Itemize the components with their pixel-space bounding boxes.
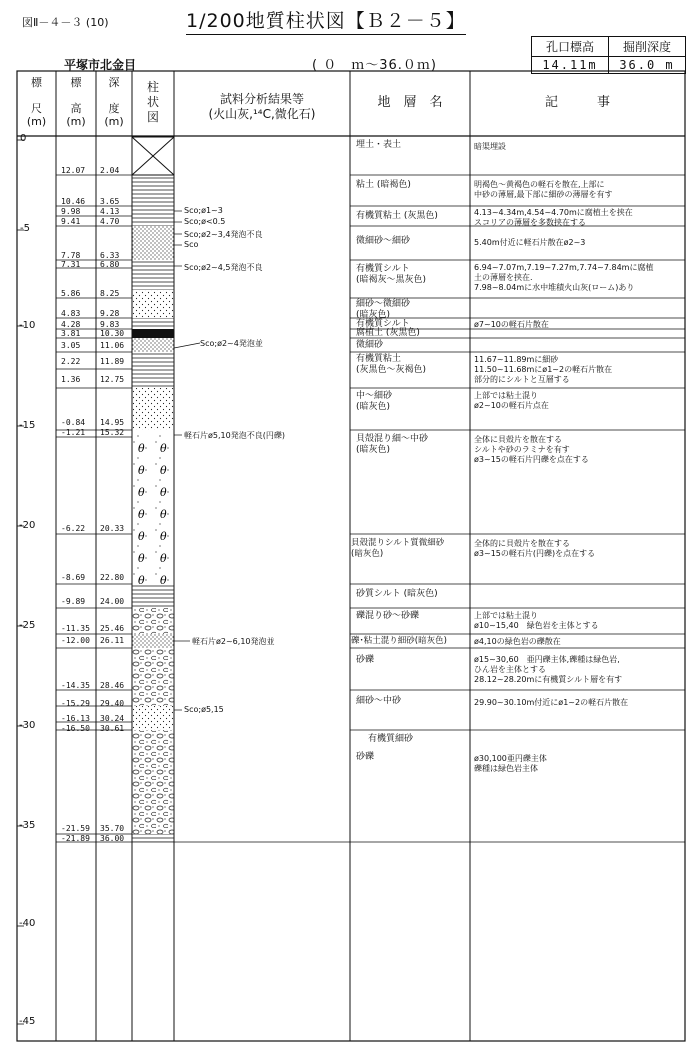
scale-mark: -20 xyxy=(19,520,36,531)
location-label: 平塚市北金目 xyxy=(64,58,137,72)
boundary-elev: 12.07 xyxy=(61,166,86,175)
boundary-depth: 6.80 xyxy=(100,260,120,269)
boundary-depth: 8.25 xyxy=(100,289,120,298)
boundary-depth: 22.80 xyxy=(100,573,125,582)
boundary-elev: 3.81 xyxy=(61,329,81,338)
remark-text: 暗渠埋設 xyxy=(474,142,506,151)
boundary-elev: 7.78 xyxy=(61,251,81,260)
boundary-elev: -21.59 xyxy=(61,824,90,833)
remark-text: 全体的に貝殻片を散在する ø3~15の軽石片(円礫)を点在する xyxy=(474,539,596,558)
borehole-info-box xyxy=(531,36,686,74)
stratum-name: 有機質シルト xyxy=(356,319,410,329)
analysis-note: 軽石片ø2~6,10発泡並 xyxy=(192,637,275,646)
stratum-name: 有機質粘土 (灰黒色～灰褐色) xyxy=(356,354,427,375)
boundary-depth: 2.04 xyxy=(100,166,120,175)
boundary-elev: -0.84 xyxy=(61,418,86,427)
boundary-elev: -15.29 xyxy=(61,699,90,708)
boundary-depth: 6.33 xyxy=(100,251,120,260)
scale-mark: -10 xyxy=(19,320,36,331)
boundary-depth: 15.32 xyxy=(100,428,125,437)
page-title: 1/200地質柱状図【Ｂ２－５】 xyxy=(186,6,466,35)
boundary-elev: 1.36 xyxy=(61,375,81,384)
stratum-name: 中～細砂 (暗灰色) xyxy=(356,391,393,412)
boundary-depth: 25.46 xyxy=(100,624,125,633)
stratum-name: 微細砂 xyxy=(356,340,384,350)
boundary-elev: 4.83 xyxy=(61,309,81,318)
col-scale: 標 尺 (m) xyxy=(26,76,47,128)
remark-text: ø30,100亜円礫主体 礫種は緑色岩主体 xyxy=(474,754,547,773)
boundary-elev: 9.98 xyxy=(61,207,81,216)
stratum-name: 砂礫 xyxy=(356,655,375,665)
boundary-depth: 11.89 xyxy=(100,357,125,366)
scale-mark: -25 xyxy=(19,620,36,631)
remark-text: 上部では粘土混り ø10~15,40 緑色岩を主体とする xyxy=(474,611,599,630)
boundary-depth: 12.75 xyxy=(100,375,125,384)
boundary-elev: -12.00 xyxy=(61,636,90,645)
boundary-depth: 11.06 xyxy=(100,341,125,350)
boundary-elev: 9.41 xyxy=(61,217,81,226)
boundary-depth: 10.30 xyxy=(100,329,125,338)
boundary-depth: 9.28 xyxy=(100,309,120,318)
analysis-note: Sco;ø<0.5 xyxy=(184,217,226,226)
scale-mark: -30 xyxy=(19,720,36,731)
boundary-depth: 30.61 xyxy=(100,724,125,733)
scale-mark: -5 xyxy=(20,223,30,234)
boundary-depth: 36.00 xyxy=(100,834,125,843)
remark-text: 上部では粘土混り ø2~10の軽石片点在 xyxy=(474,391,549,410)
col-depth: 深 度 (m) xyxy=(104,76,124,128)
remark-text: 4.13~4.34m,4.54~4.70mに腐植土を挟在 スコリアの薄層を多数挟在する xyxy=(474,208,633,227)
depth-range: ( ０ ｍ～36.０ｍ) xyxy=(312,58,437,73)
stratum-name: 貝殻混りシルト質微細砂 (暗灰色) xyxy=(351,538,445,559)
elev-label: 孔口標高 xyxy=(532,37,609,57)
remark-text: 明褐色～黄褐色の軽石を散在,上部に 中砂の薄層,最下部に細砂の薄層を有す xyxy=(474,180,613,199)
stratum-name: 礫混り砂～砂礫 xyxy=(356,611,420,621)
boundary-elev: -1.21 xyxy=(61,428,86,437)
boundary-depth: 4.70 xyxy=(100,217,120,226)
stratum-name: 有機質細砂 xyxy=(368,734,414,744)
analysis-note: Sco xyxy=(184,240,199,249)
analysis-note: Sco;ø2~3,4発泡不良 xyxy=(184,230,263,239)
boundary-elev: -14.35 xyxy=(61,681,90,690)
depth-value: 36.0 m xyxy=(609,57,686,74)
stratum-name: 腐植土 (灰黒色) xyxy=(356,328,420,338)
boundary-depth: 24.00 xyxy=(100,597,125,606)
stratum-name: 貝殻混り細～中砂 (暗灰色) xyxy=(356,434,429,455)
remark-text: ø7~10の軽石片散在 xyxy=(474,320,549,329)
scale-mark: -15 xyxy=(19,420,36,431)
boundary-depth: 28.46 xyxy=(100,681,125,690)
stratum-name: 砂質シルト (暗灰色) xyxy=(356,589,438,599)
boundary-depth: 26.11 xyxy=(100,636,125,645)
boundary-elev: -6.22 xyxy=(61,524,86,533)
col-remarks: 記 事 xyxy=(544,95,610,110)
boundary-depth: 20.33 xyxy=(100,524,125,533)
boundary-elev: -8.69 xyxy=(61,573,86,582)
stratum-name: 埋土・表土 xyxy=(356,140,402,150)
analysis-note: Sco;ø1~3 xyxy=(184,206,223,215)
remark-text: 5.40m付近に軽石片散在ø2~3 xyxy=(474,238,586,247)
remark-text: ø4,10の緑色岩の礫散在 xyxy=(474,637,561,646)
remark-text: 全体に貝殻片を散在する シルトや砂のラミナを有す ø3~15の軽石片円礫を点在する xyxy=(474,435,589,464)
stratum-name: 粘土 (暗褐色) xyxy=(356,180,411,190)
scale-mark: -45 xyxy=(19,1016,36,1027)
col-analysis: 試料分析結果等 (火山灰,¹⁴C,微化石) xyxy=(208,92,316,121)
analysis-note: Sco;ø2~4発泡並 xyxy=(200,339,263,348)
boundary-depth: 4.13 xyxy=(100,207,120,216)
boundary-elev: 4.28 xyxy=(61,320,81,329)
scale-mark: -40 xyxy=(19,918,36,929)
stratum-name: 礫･粘土混り細砂(暗灰色) xyxy=(351,636,447,646)
boundary-depth: 14.95 xyxy=(100,418,125,427)
stratum-name: 有機質シルト (暗褐灰～黒灰色) xyxy=(356,264,427,285)
lithology-column xyxy=(132,137,174,842)
stratum-name: 微細砂～細砂 xyxy=(356,236,411,246)
boundary-depth: 35.70 xyxy=(100,824,125,833)
col-stratum: 地 層 名 xyxy=(377,95,443,110)
boundary-depth: 3.65 xyxy=(100,197,120,206)
boundary-elev: 3.05 xyxy=(61,341,81,350)
boundary-elev: 2.22 xyxy=(61,357,81,366)
boundary-elev: -16.50 xyxy=(61,724,90,733)
remark-text: 6.94~7.07m,7.19~7.27m,7.74~7.84mに腐植 土の薄層を挟在. 7.98~8.04mに水中堆積火山灰(ローム)あり xyxy=(474,263,654,292)
boundary-elev: -11.35 xyxy=(61,624,90,633)
boundary-depth: 30.24 xyxy=(100,714,125,723)
boundary-elev: -16.13 xyxy=(61,714,90,723)
elev-value: 14.11m xyxy=(532,57,609,74)
stratum-name: 細砂～中砂 xyxy=(356,696,402,706)
boundary-elev: 7.31 xyxy=(61,260,81,269)
remark-text: 29.90~30.10m付近にø1~2の軽石片散在 xyxy=(474,698,629,707)
boundary-depth: 9.83 xyxy=(100,320,120,329)
col-log: 柱 状 図 xyxy=(146,80,159,124)
stratum-name: 砂礫 xyxy=(356,752,375,762)
remark-text: ø15~30,60 亜円礫主体,礫種は緑色岩, ひん岩を主体とする 28.12~28.20mに有機質シルト層を有す xyxy=(474,655,623,684)
boundary-depth: 29.40 xyxy=(100,699,125,708)
remark-text: 11.67~11.89mに細砂 11.50~11.68mにø1~2の軽石片散在 部分的にシルトと互層する xyxy=(474,355,613,384)
boundary-elev: -21.89 xyxy=(61,834,90,843)
scale-mark: -35 xyxy=(19,820,36,831)
depth-label: 掘削深度 xyxy=(609,37,686,57)
scale-mark: 0 xyxy=(20,133,27,144)
analysis-note: Sco;ø5,15 xyxy=(184,705,224,714)
boundary-elev: 5.86 xyxy=(61,289,81,298)
analysis-note: 軽石片ø5,10発泡不良(円礫) xyxy=(184,431,285,440)
boundary-elev: 10.46 xyxy=(61,197,86,206)
analysis-note: Sco;ø2~4,5発泡不良 xyxy=(184,263,263,272)
boundary-elev: -9.89 xyxy=(61,597,86,606)
col-elevation: 標 高 (m) xyxy=(66,76,86,128)
stratum-name: 有機質粘土 (灰黒色) xyxy=(356,211,438,221)
stratum-name: 細砂～微細砂 (暗灰色) xyxy=(356,299,411,320)
figure-number: 図Ⅱ－４－３ (10) xyxy=(22,16,109,29)
